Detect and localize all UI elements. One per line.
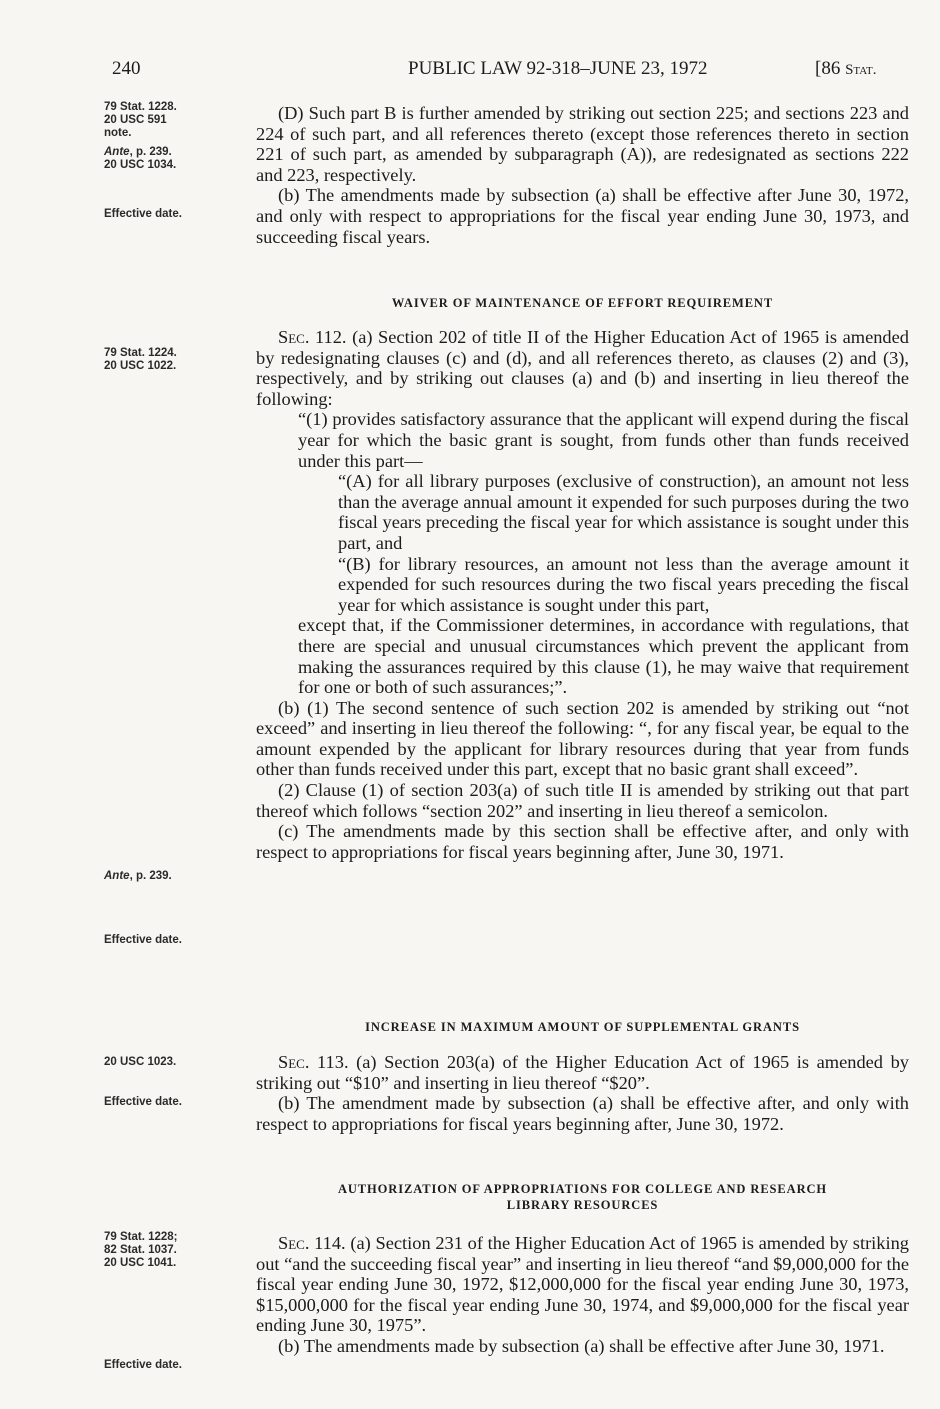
margin-note-effective-date: Effective date. — [104, 1359, 182, 1371]
quoted-clause-b: “(B) for library resources, an amount not less than the average amount it expended for such resources during the two fiscal years preceding the fiscal year for which assistance is sought under this part, — [338, 553, 909, 615]
section-112-heading: WAIVER OF MAINTENANCE OF EFFORT REQUIREMENT — [391, 296, 774, 310]
section-114-a: Sec. 114. (a) Section 231 of the Higher Education Act of 1965 is amended by striking out “and the succeeding fiscal year” and inserting in lieu thereof “and $9,000,000 for the fiscal year ending June 30, 1972, $12,000,000 for the fiscal year ending June 30, 1973, $15,000,000 for the fiscal year ending June 30, 1974, and $9,000,000 for the fiscal year ending June 30, 1975”. — [256, 1233, 909, 1336]
paragraph-b1: (b) (1) The second sentence of such section 202 is amended by striking out “not exceed” and inserting in lieu thereof the following: “, for any fiscal year, be equal to the amount expended by the applicant for library resources during that year from funds other than funds received under this part, except that no basic grant shall exceed”. — [256, 697, 909, 780]
quoted-clause-a: “(A) for all library purposes (exclusive of construction), an amount not less than the average annual amount it expended for such purposes during the two fiscal years preceding the fiscal year for which assistance is sought under this part, and — [338, 471, 909, 553]
section-113-heading: INCREASE IN MAXIMUM AMOUNT OF SUPPLEMENTAL GRANTS — [365, 1020, 800, 1034]
section-114-b: (b) The amendments made by subsection (a) shall be effective after June 30, 1971. — [278, 1335, 885, 1356]
paragraph-c: (c) The amendments made by this section shall be effective after, and only with respect to appropriations for fiscal years beginning after, June 30, 1971. — [256, 821, 909, 862]
running-title: PUBLIC LAW 92-318–JUNE 23, 1972 — [408, 58, 708, 79]
margin-note-ante: Ante, p. 239. — [104, 870, 172, 882]
page-header — [0, 58, 940, 88]
paragraph-b: (b) The amendments made by subsection (a) shall be effective after June 30, 1972, and only with respect to appropriations for the fiscal year ending June 30, 1973, and succeeding fiscal years. — [256, 185, 909, 247]
margin-note-effective-date: Effective date. — [104, 208, 182, 220]
section-113-a: Sec. 113. (a) Section 203(a) of the Higher Education Act of 1965 is amended by striking out “$10” and inserting in lieu thereof “$20”. — [256, 1052, 909, 1093]
except-proviso: except that, if the Commissioner determines, in accordance with regulations, that there are special and unusual circumstances which prevent the applicant from making the assurances required by this clause (1), he may waive that requirement for one or both of such assurances;”. — [298, 615, 909, 698]
paragraph-d: (D) Such part B is further amended by striking out section 225; and sections 223 and 224 of such part, and all references thereto (except those references thereto in section 221 of such part, as amended by subparagraph (A)), are redesignated as sections 222 and 223, respectively. — [256, 103, 909, 185]
section-112-text — [256, 327, 909, 862]
section-114-heading: AUTHORIZATION OF APPROPRIATIONS FOR COLLEGE AND RESEARCH LIBRARY RESOURCES — [337, 1182, 828, 1212]
page-number: 240 — [112, 58, 141, 79]
margin-note-citation: 79 Stat. 1224. 20 USC 1022. — [104, 347, 177, 372]
quoted-clause-1: “(1) provides satisfactory assurance that the applicant will expend during the fiscal year for which the basic grant is sought, from funds other than funds received under this part— — [298, 409, 909, 471]
paragraph-b2: (2) Clause (1) of section 203(a) of such title II is amended by striking out that part thereof which follows “section 202” and inserting in lieu thereof a semicolon. — [256, 780, 909, 821]
margin-note-citation: 79 Stat. 1228. 20 USC 591 note. — [104, 101, 177, 139]
margin-note-effective-date: Effective date. — [104, 1096, 182, 1108]
section-112-a: Sec. 112. (a) Section 202 of title II of the Higher Education Act of 1965 is amended by redesignating clauses (c) and (d), and all references thereto, as clauses (2) and (3), respectively, and by striking out clauses (a) and (b) and inserting in lieu thereof the following: — [256, 327, 909, 409]
statute-volume: [86 Stat. — [815, 58, 877, 79]
margin-note-effective-date: Effective date. — [104, 934, 182, 946]
section-111-text — [256, 103, 909, 247]
section-113-b: (b) The amendment made by subsection (a) shall be effective after, and only with respect to appropriations for fiscal years beginning after, June 30, 1972. — [256, 1093, 909, 1134]
margin-note-citation: 20 USC 1023. — [104, 1056, 177, 1068]
section-114-text — [256, 1233, 909, 1357]
section-113-text — [256, 1052, 909, 1134]
margin-note-citation: 79 Stat. 1228; 82 Stat. 1037. 20 USC 1041. — [104, 1231, 178, 1269]
margin-note-ante: Ante, p. 239. 20 USC 1034. — [104, 146, 177, 171]
